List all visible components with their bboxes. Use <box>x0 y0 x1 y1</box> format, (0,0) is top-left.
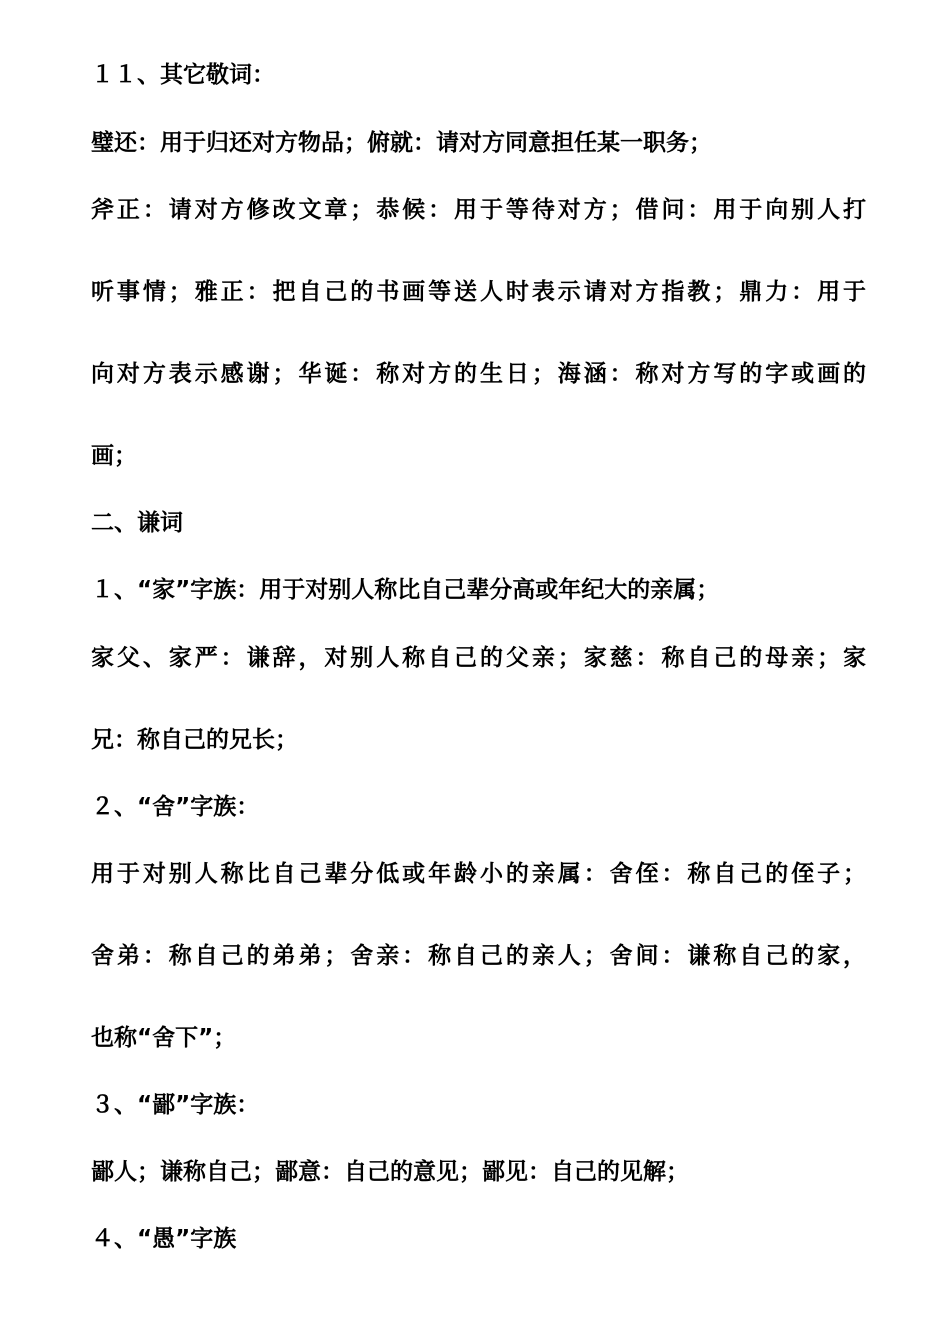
paragraph-line: 璧还：用于归还对方物品；俯就：请对方同意担任某一职务； <box>91 130 712 156</box>
paragraph-line: 也称“舍下”； <box>91 1025 237 1051</box>
paragraph-line: 向对方表示感谢；华诞：称对方的生日；海涵：称对方写的字或画的 <box>91 361 866 387</box>
paragraph-line: 听事情；雅正：把自己的书画等送人时表示请对方指教；鼎力：用于 <box>91 279 866 305</box>
subsection-heading-she: ２、“舍”字族： <box>91 794 260 820</box>
paragraph-line: 舍弟：称自己的弟弟；舍亲：称自己的亲人；舍间：谦称自己的家， <box>91 943 866 969</box>
subsection-heading-yu: ４、“愚”字族 <box>91 1226 237 1252</box>
paragraph-line: 画； <box>91 443 137 469</box>
subsection-heading-jia: １、“家”字族：用于对别人称比自己辈分高或年纪大的亲属； <box>91 577 720 603</box>
paragraph-line: 斧正：请对方修改文章；恭候：用于等待对方；借问：用于向别人打 <box>91 197 866 223</box>
section-heading-humble-words: 二、谦词 <box>91 510 183 536</box>
paragraph-line: 用于对别人称比自己辈分低或年龄小的亲属：舍侄：称自己的侄子； <box>91 861 866 887</box>
subsection-heading-bi: ３、“鄙”字族： <box>91 1092 260 1118</box>
paragraph-line: 鄙人；谦称自己；鄙意：自己的意见；鄙见：自己的见解； <box>91 1159 689 1185</box>
section-heading-other-honorifics: １１、其它敬词： <box>91 62 275 88</box>
paragraph-line: 家父、家严：谦辞，对别人称自己的父亲；家慈：称自己的母亲；家 <box>91 645 866 671</box>
paragraph-line: 兄：称自己的兄长； <box>91 727 298 753</box>
